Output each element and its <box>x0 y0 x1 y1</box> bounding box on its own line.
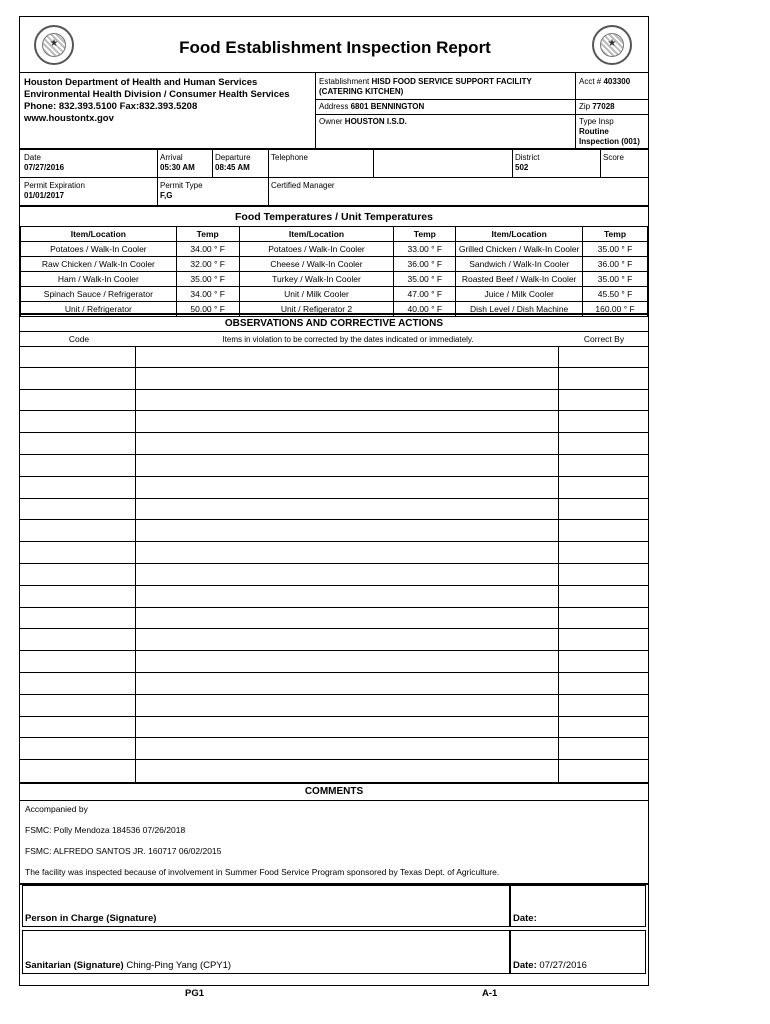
item-cell[interactable] <box>135 390 558 411</box>
code-cell[interactable] <box>20 695 135 716</box>
observation-row[interactable] <box>20 673 648 695</box>
temp-cell: 36.00 ° F <box>394 257 456 272</box>
code-cell[interactable] <box>20 608 135 629</box>
person-in-charge-date-label: Date: <box>513 913 537 924</box>
observation-row[interactable] <box>20 368 648 390</box>
owner-label: Owner <box>319 117 343 126</box>
code-cell[interactable] <box>20 411 135 432</box>
page-number: PG1 <box>185 988 205 999</box>
items-column-header: Items in violation to be corrected by the dates indicated or immediately. <box>222 335 474 344</box>
telephone-field <box>271 153 308 163</box>
item-location-cell: Unit / Refrigerator <box>21 302 177 317</box>
temp-cell: 35.00 ° F <box>583 272 648 287</box>
sanitarian-label: Sanitarian (Signature) <box>25 960 124 971</box>
item-cell[interactable] <box>135 695 558 716</box>
temp-cell: 45.50 ° F <box>583 287 648 302</box>
address-value: 6801 BENNINGTON <box>350 102 425 111</box>
item-location-cell: Sandwich / Walk-In Cooler <box>456 257 583 272</box>
correct-by-cell[interactable] <box>558 411 648 432</box>
score-field <box>603 153 624 163</box>
correct-by-cell[interactable] <box>558 717 648 738</box>
report-title: Food Establishment Inspection Report <box>179 38 491 57</box>
agency-name: Houston Department of Health and Human Services <box>24 77 258 88</box>
item-cell[interactable] <box>135 455 558 476</box>
permit-expiration-field <box>24 181 85 201</box>
correct-by-cell[interactable] <box>558 608 648 629</box>
temperatures-table <box>20 226 648 312</box>
sanitarian-signature-box[interactable] <box>22 930 510 974</box>
permit-expiration-value: 01/01/2017 <box>24 191 65 200</box>
observation-row[interactable] <box>20 629 648 651</box>
temperature-row <box>21 242 648 257</box>
item-location-header: Item/Location <box>21 227 177 242</box>
correct-by-cell[interactable] <box>558 629 648 650</box>
temp-cell: 50.00 ° F <box>176 302 239 317</box>
observation-row[interactable] <box>20 651 648 673</box>
comment-line: Accompanied by <box>25 804 88 814</box>
permit-type-label: Permit Type <box>160 181 203 190</box>
observation-row[interactable] <box>20 520 648 542</box>
code-cell[interactable] <box>20 564 135 585</box>
temp-cell: 40.00 ° F <box>394 302 456 317</box>
type-insp-label: Type Insp <box>579 117 614 126</box>
inspection-report-form <box>19 16 649 986</box>
arrival-label: Arrival <box>160 153 183 162</box>
item-location-header: Item/Location <box>456 227 583 242</box>
item-cell[interactable] <box>135 542 558 563</box>
temp-cell: 32.00 ° F <box>176 257 239 272</box>
type-insp-field <box>579 117 647 147</box>
temperature-row <box>21 257 648 272</box>
observation-row[interactable] <box>20 760 648 782</box>
date-label: Date <box>24 153 41 162</box>
item-cell[interactable] <box>135 433 558 454</box>
observation-row[interactable] <box>20 455 648 477</box>
correct-by-cell[interactable] <box>558 564 648 585</box>
code-cell[interactable] <box>20 368 135 389</box>
address-field <box>319 102 573 112</box>
observation-row[interactable] <box>20 564 648 586</box>
person-in-charge-label: Person in Charge (Signature) <box>25 913 157 924</box>
item-location-cell: Unit / Milk Cooler <box>239 287 394 302</box>
code-cell[interactable] <box>20 629 135 650</box>
agency-division: Environmental Health Division / Consumer Health Services <box>24 89 290 100</box>
item-location-cell: Grilled Chicken / Walk-In Cooler <box>456 242 583 257</box>
code-cell[interactable] <box>20 651 135 672</box>
item-cell[interactable] <box>135 346 558 367</box>
comment-line: The facility was inspected because of involvement in Summer Food Service Program sponsored by Texas Dept. of Agriculture. <box>25 867 500 877</box>
district-value: 502 <box>515 163 529 172</box>
date-value: 07/27/2016 <box>24 163 65 172</box>
item-cell[interactable] <box>135 477 558 498</box>
observation-row[interactable] <box>20 499 648 521</box>
correct-by-cell[interactable] <box>558 695 648 716</box>
person-in-charge-signature-box[interactable] <box>22 885 510 927</box>
code-cell[interactable] <box>20 673 135 694</box>
item-cell[interactable] <box>135 586 558 607</box>
item-cell[interactable] <box>135 499 558 520</box>
correct-by-cell[interactable] <box>558 346 648 367</box>
temperature-row <box>21 287 648 302</box>
correct-by-cell[interactable] <box>558 455 648 476</box>
code-cell[interactable] <box>20 738 135 759</box>
temp-cell: 33.00 ° F <box>394 242 456 257</box>
correct-by-cell[interactable] <box>558 651 648 672</box>
establishment-value: HISD FOOD SERVICE SUPPORT FACILITY <box>371 77 532 86</box>
type-insp-value: Routine <box>579 127 609 136</box>
item-location-cell: Raw Chicken / Walk-In Cooler <box>21 257 177 272</box>
item-location-cell: Turkey / Walk-In Cooler <box>239 272 394 287</box>
zip-value: 77028 <box>592 102 615 111</box>
correct-by-column-header: Correct By <box>583 334 625 344</box>
acct-label: Acct # <box>579 77 602 86</box>
item-location-cell: Cheese / Walk-In Cooler <box>239 257 394 272</box>
item-location-cell: Spinach Sauce / Refrigerator <box>21 287 177 302</box>
right-city-seal-icon: ★ <box>592 25 632 65</box>
item-cell[interactable] <box>135 760 558 782</box>
temp-cell: 36.00 ° F <box>583 257 648 272</box>
zip-field <box>579 102 647 112</box>
observations-rows <box>20 346 648 782</box>
departure-label: Departure <box>215 153 251 162</box>
item-location-header: Item/Location <box>239 227 394 242</box>
item-location-cell: Roasted Beef / Walk-In Cooler <box>456 272 583 287</box>
left-city-seal-icon: ★ <box>34 25 74 65</box>
observation-row[interactable] <box>20 477 648 499</box>
district-label: District <box>515 153 540 162</box>
code-cell[interactable] <box>20 433 135 454</box>
agency-phone: Phone: 832.393.5100 Fax:832.393.5208 <box>24 101 198 112</box>
observation-row[interactable] <box>20 586 648 608</box>
comment-line: FSMC: ALFREDO SANTOS JR. 160717 06/02/2015 <box>25 846 222 856</box>
date-field <box>24 153 64 173</box>
correct-by-cell[interactable] <box>558 368 648 389</box>
departure-value: 08:45 AM <box>215 163 250 172</box>
correct-by-cell[interactable] <box>558 586 648 607</box>
item-cell[interactable] <box>135 608 558 629</box>
code-cell[interactable] <box>20 455 135 476</box>
observations-title: OBSERVATIONS AND CORRECTIVE ACTIONS <box>224 318 444 329</box>
owner-field <box>319 117 573 127</box>
comments-title: COMMENTS <box>304 786 364 797</box>
observation-row[interactable] <box>20 390 648 412</box>
item-location-cell: Unit / Refigerator 2 <box>239 302 394 317</box>
temperature-row <box>21 272 648 287</box>
permit-expiration-label: Permit Expiration <box>24 181 85 190</box>
comment-line: FSMC: Polly Mendoza 184536 07/26/2018 <box>25 825 186 835</box>
code-cell[interactable] <box>20 586 135 607</box>
correct-by-cell[interactable] <box>558 499 648 520</box>
comments-body <box>25 802 640 886</box>
certified-manager-label: Certified Manager <box>271 181 335 190</box>
observation-row[interactable] <box>20 346 648 368</box>
code-cell[interactable] <box>20 717 135 738</box>
agency-website: www.houstontx.gov <box>24 113 114 124</box>
item-cell[interactable] <box>135 738 558 759</box>
acct-value: 403300 <box>603 77 631 86</box>
observation-row[interactable] <box>20 717 648 739</box>
score-label: Score <box>603 153 624 162</box>
observation-row[interactable] <box>20 608 648 630</box>
code-cell[interactable] <box>20 520 135 541</box>
person-in-charge-date-box[interactable] <box>510 885 646 927</box>
item-cell[interactable] <box>135 564 558 585</box>
temperatures-title: Food Temperatures / Unit Temperatures <box>235 211 433 223</box>
arrival-value: 05:30 AM <box>160 163 195 172</box>
permit-type-value: F,G <box>160 191 173 200</box>
item-location-cell: Dish Level / Dish Machine <box>456 302 583 317</box>
correct-by-cell[interactable] <box>558 673 648 694</box>
observation-row[interactable] <box>20 433 648 455</box>
observation-row[interactable] <box>20 411 648 433</box>
zip-label: Zip <box>579 102 591 111</box>
correct-by-cell[interactable] <box>558 738 648 759</box>
sanitarian-date-label: Date: <box>513 960 537 971</box>
code-cell[interactable] <box>20 390 135 411</box>
district-field <box>515 153 539 173</box>
correct-by-cell[interactable] <box>558 433 648 454</box>
sanitarian-date-value: 07/27/2016 <box>539 960 587 971</box>
item-cell[interactable] <box>135 411 558 432</box>
temp-header: Temp <box>176 227 239 242</box>
item-cell[interactable] <box>135 520 558 541</box>
code-cell[interactable] <box>20 477 135 498</box>
form-id: A-1 <box>482 988 498 999</box>
certified-manager-field <box>271 181 335 191</box>
item-cell[interactable] <box>135 629 558 650</box>
temp-cell: 34.00 ° F <box>176 287 239 302</box>
establishment-label: Establishment <box>319 77 370 86</box>
temp-header: Temp <box>394 227 456 242</box>
correct-by-cell[interactable] <box>558 760 648 782</box>
arrival-field <box>160 153 195 173</box>
observation-row[interactable] <box>20 738 648 760</box>
establishment-field <box>319 77 573 97</box>
temp-header: Temp <box>583 227 648 242</box>
item-location-cell: Potatoes / Walk-In Cooler <box>21 242 177 257</box>
establishment-value-line2: (CATERING KITCHEN) <box>319 87 404 96</box>
address-label: Address <box>319 102 349 111</box>
owner-value: HOUSTON I.S.D. <box>344 117 407 126</box>
item-cell[interactable] <box>135 651 558 672</box>
item-location-cell: Juice / Milk Cooler <box>456 287 583 302</box>
code-column-header: Code <box>68 334 90 344</box>
agency-info <box>24 77 314 125</box>
temp-cell: 34.00 ° F <box>176 242 239 257</box>
code-cell[interactable] <box>20 542 135 563</box>
code-cell[interactable] <box>20 346 135 367</box>
item-location-cell: Ham / Walk-In Cooler <box>21 272 177 287</box>
type-insp-value-line2: Inspection (001) <box>579 137 640 146</box>
correct-by-cell[interactable] <box>558 477 648 498</box>
temp-cell: 35.00 ° F <box>394 272 456 287</box>
correct-by-cell[interactable] <box>558 390 648 411</box>
item-cell[interactable] <box>135 717 558 738</box>
correct-by-cell[interactable] <box>558 520 648 541</box>
temp-cell: 35.00 ° F <box>583 242 648 257</box>
temp-cell: 47.00 ° F <box>394 287 456 302</box>
observation-row[interactable] <box>20 542 648 564</box>
item-cell[interactable] <box>135 368 558 389</box>
temp-cell: 35.00 ° F <box>176 272 239 287</box>
code-cell[interactable] <box>20 760 135 782</box>
temp-cell: 160.00 ° F <box>583 302 648 317</box>
correct-by-cell[interactable] <box>558 542 648 563</box>
item-location-cell: Potatoes / Walk-In Cooler <box>239 242 394 257</box>
observation-row[interactable] <box>20 695 648 717</box>
acct-field <box>579 77 647 87</box>
sanitarian-value: Ching-Ping Yang (CPY1) <box>126 960 232 971</box>
temperatures-header-row <box>21 227 648 242</box>
code-cell[interactable] <box>20 499 135 520</box>
permit-type-field <box>160 181 203 201</box>
sanitarian-date-box[interactable] <box>510 930 646 974</box>
departure-field <box>215 153 251 173</box>
telephone-label: Telephone <box>271 153 308 162</box>
item-cell[interactable] <box>135 673 558 694</box>
